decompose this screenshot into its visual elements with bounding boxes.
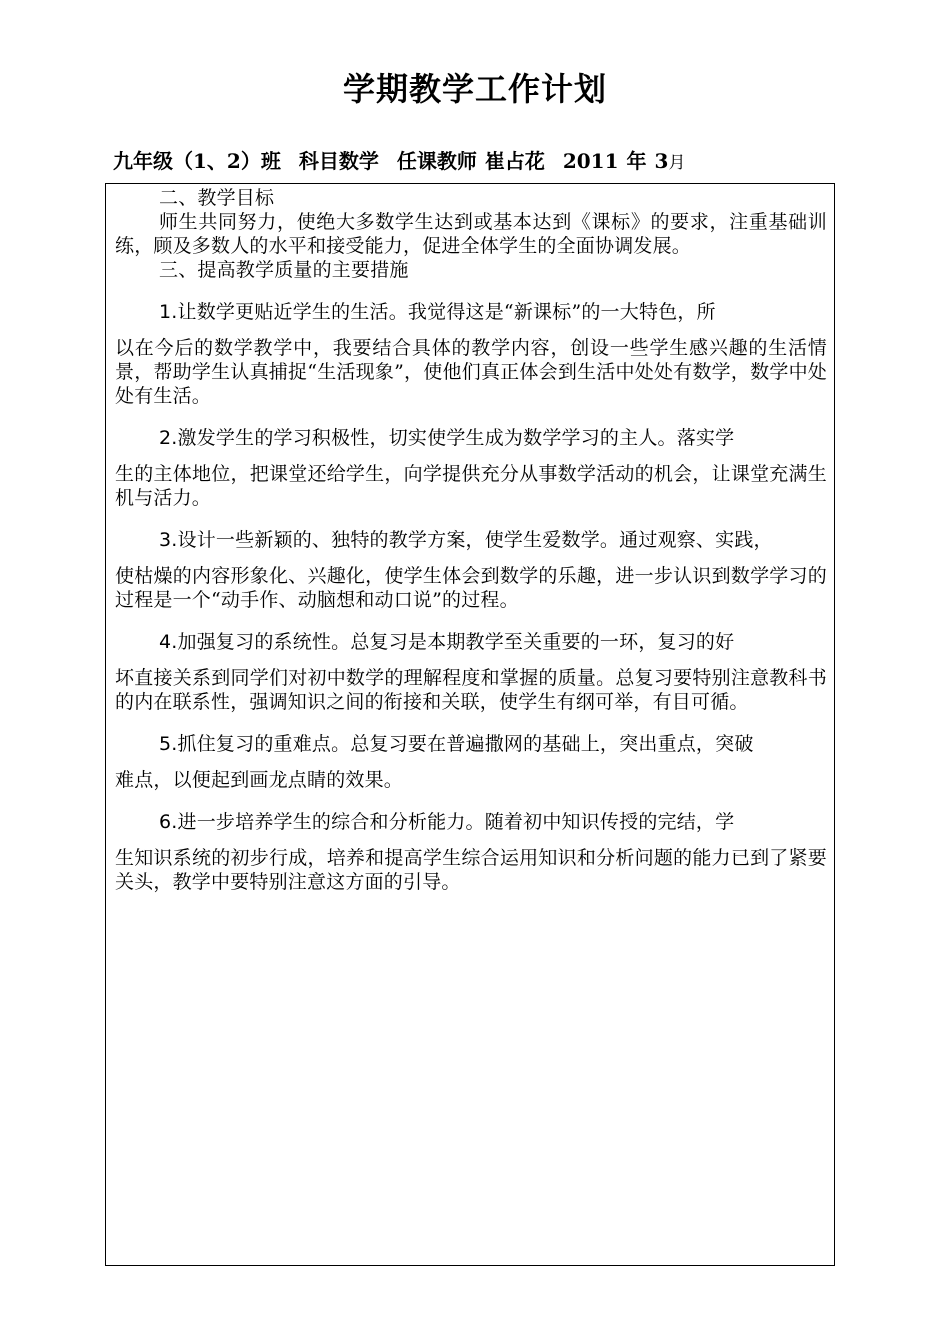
- month-unit: 月: [668, 153, 686, 173]
- measure-first-line: 设计一些新颖的、独特的教学方案，使学生爱数学。通过观察、实践，: [177, 529, 773, 551]
- measure-item-5: [115, 724, 827, 792]
- measure-number: 5.: [159, 733, 178, 755]
- month-value: 3: [654, 149, 669, 173]
- document-meta: [113, 146, 833, 178]
- measure-item-4: [115, 622, 827, 714]
- measure-number: 2.: [159, 427, 178, 449]
- measure-number: 1.: [159, 301, 178, 323]
- measure-first-line: 激发学生的学习积极性，切实使学生成为数学学习的主人。落实学: [177, 427, 735, 449]
- measure-number: 3.: [159, 529, 178, 551]
- measure-rest: 坏直接关系到同学们对初中数学的理解程度和掌握的质量。总复习要特别注意教科书的内在联系性，强调知识之间的衔接和关联，使学生有纲可举，有目可循。: [115, 667, 827, 713]
- measure-rest: 难点，以便起到画龙点睛的效果。: [115, 769, 404, 791]
- measure-item-1: [115, 292, 827, 408]
- measure-rest: 生知识系统的初步行成，培养和提高学生综合运用知识和分析问题的能力已到了紧要关头，教学中要特别注意这方面的引导。: [115, 847, 827, 893]
- teacher-label: 任课教师: [396, 149, 477, 173]
- measure-item-3: [115, 520, 827, 612]
- goals-text: 师生共同努力，使绝大多数学生达到或基本达到《课标》的要求，注重基础训练，顾及多数人的水平和接受能力，促进全体学生的全面协调发展。: [115, 211, 827, 257]
- measure-number: 4.: [159, 631, 178, 653]
- plan-content-box: [105, 183, 835, 1266]
- measures-heading: 三、提高教学质量的主要措施: [159, 259, 409, 281]
- measure-first-line: 加强复习的系统性。总复习是本期教学至关重要的一环，复习的好: [177, 631, 735, 653]
- measure-first-line: 让数学更贴近学生的生活。我觉得这是“新课标”的一大特色，所: [177, 301, 716, 323]
- subject-label: 科目数学: [298, 149, 379, 173]
- measure-number: 6.: [159, 811, 178, 833]
- goals-heading: 二、教学目标: [159, 187, 275, 209]
- class-label: 九年级（1、2）班: [113, 149, 281, 173]
- measure-item-2: [115, 418, 827, 510]
- page-title: 学期教学工作计划: [342, 70, 607, 108]
- teacher-name: 崔占花: [484, 149, 545, 173]
- measure-rest: 以在今后的数学教学中，我要结合具体的教学内容，创设一些学生感兴趣的生活情景，帮助学生认真捕捉“生活现象”，使他们真正体会到生活中处处有数学，数学中处处有生活。: [115, 337, 827, 407]
- measure-first-line: 进一步培养学生的综合和分析能力。随着初中知识传授的完结，学: [177, 811, 735, 833]
- measure-rest: 生的主体地位，把课堂还给学生，向学提供充分从事数学活动的机会，让课堂充满生机与活力。: [115, 463, 827, 509]
- measure-first-line: 抓住复习的重难点。总复习要在普遍撒网的基础上，突出重点，突破: [177, 733, 754, 755]
- plan-content: [115, 186, 827, 894]
- measure-rest: 使枯燥的内容形象化、兴趣化，使学生体会到数学的乐趣，进一步认识到数学学习的过程是一个“动手作、动脑想和动口说”的过程。: [115, 565, 827, 611]
- year-value: 2011: [562, 149, 619, 173]
- year-unit: 年: [626, 149, 647, 173]
- measure-item-6: [115, 802, 827, 894]
